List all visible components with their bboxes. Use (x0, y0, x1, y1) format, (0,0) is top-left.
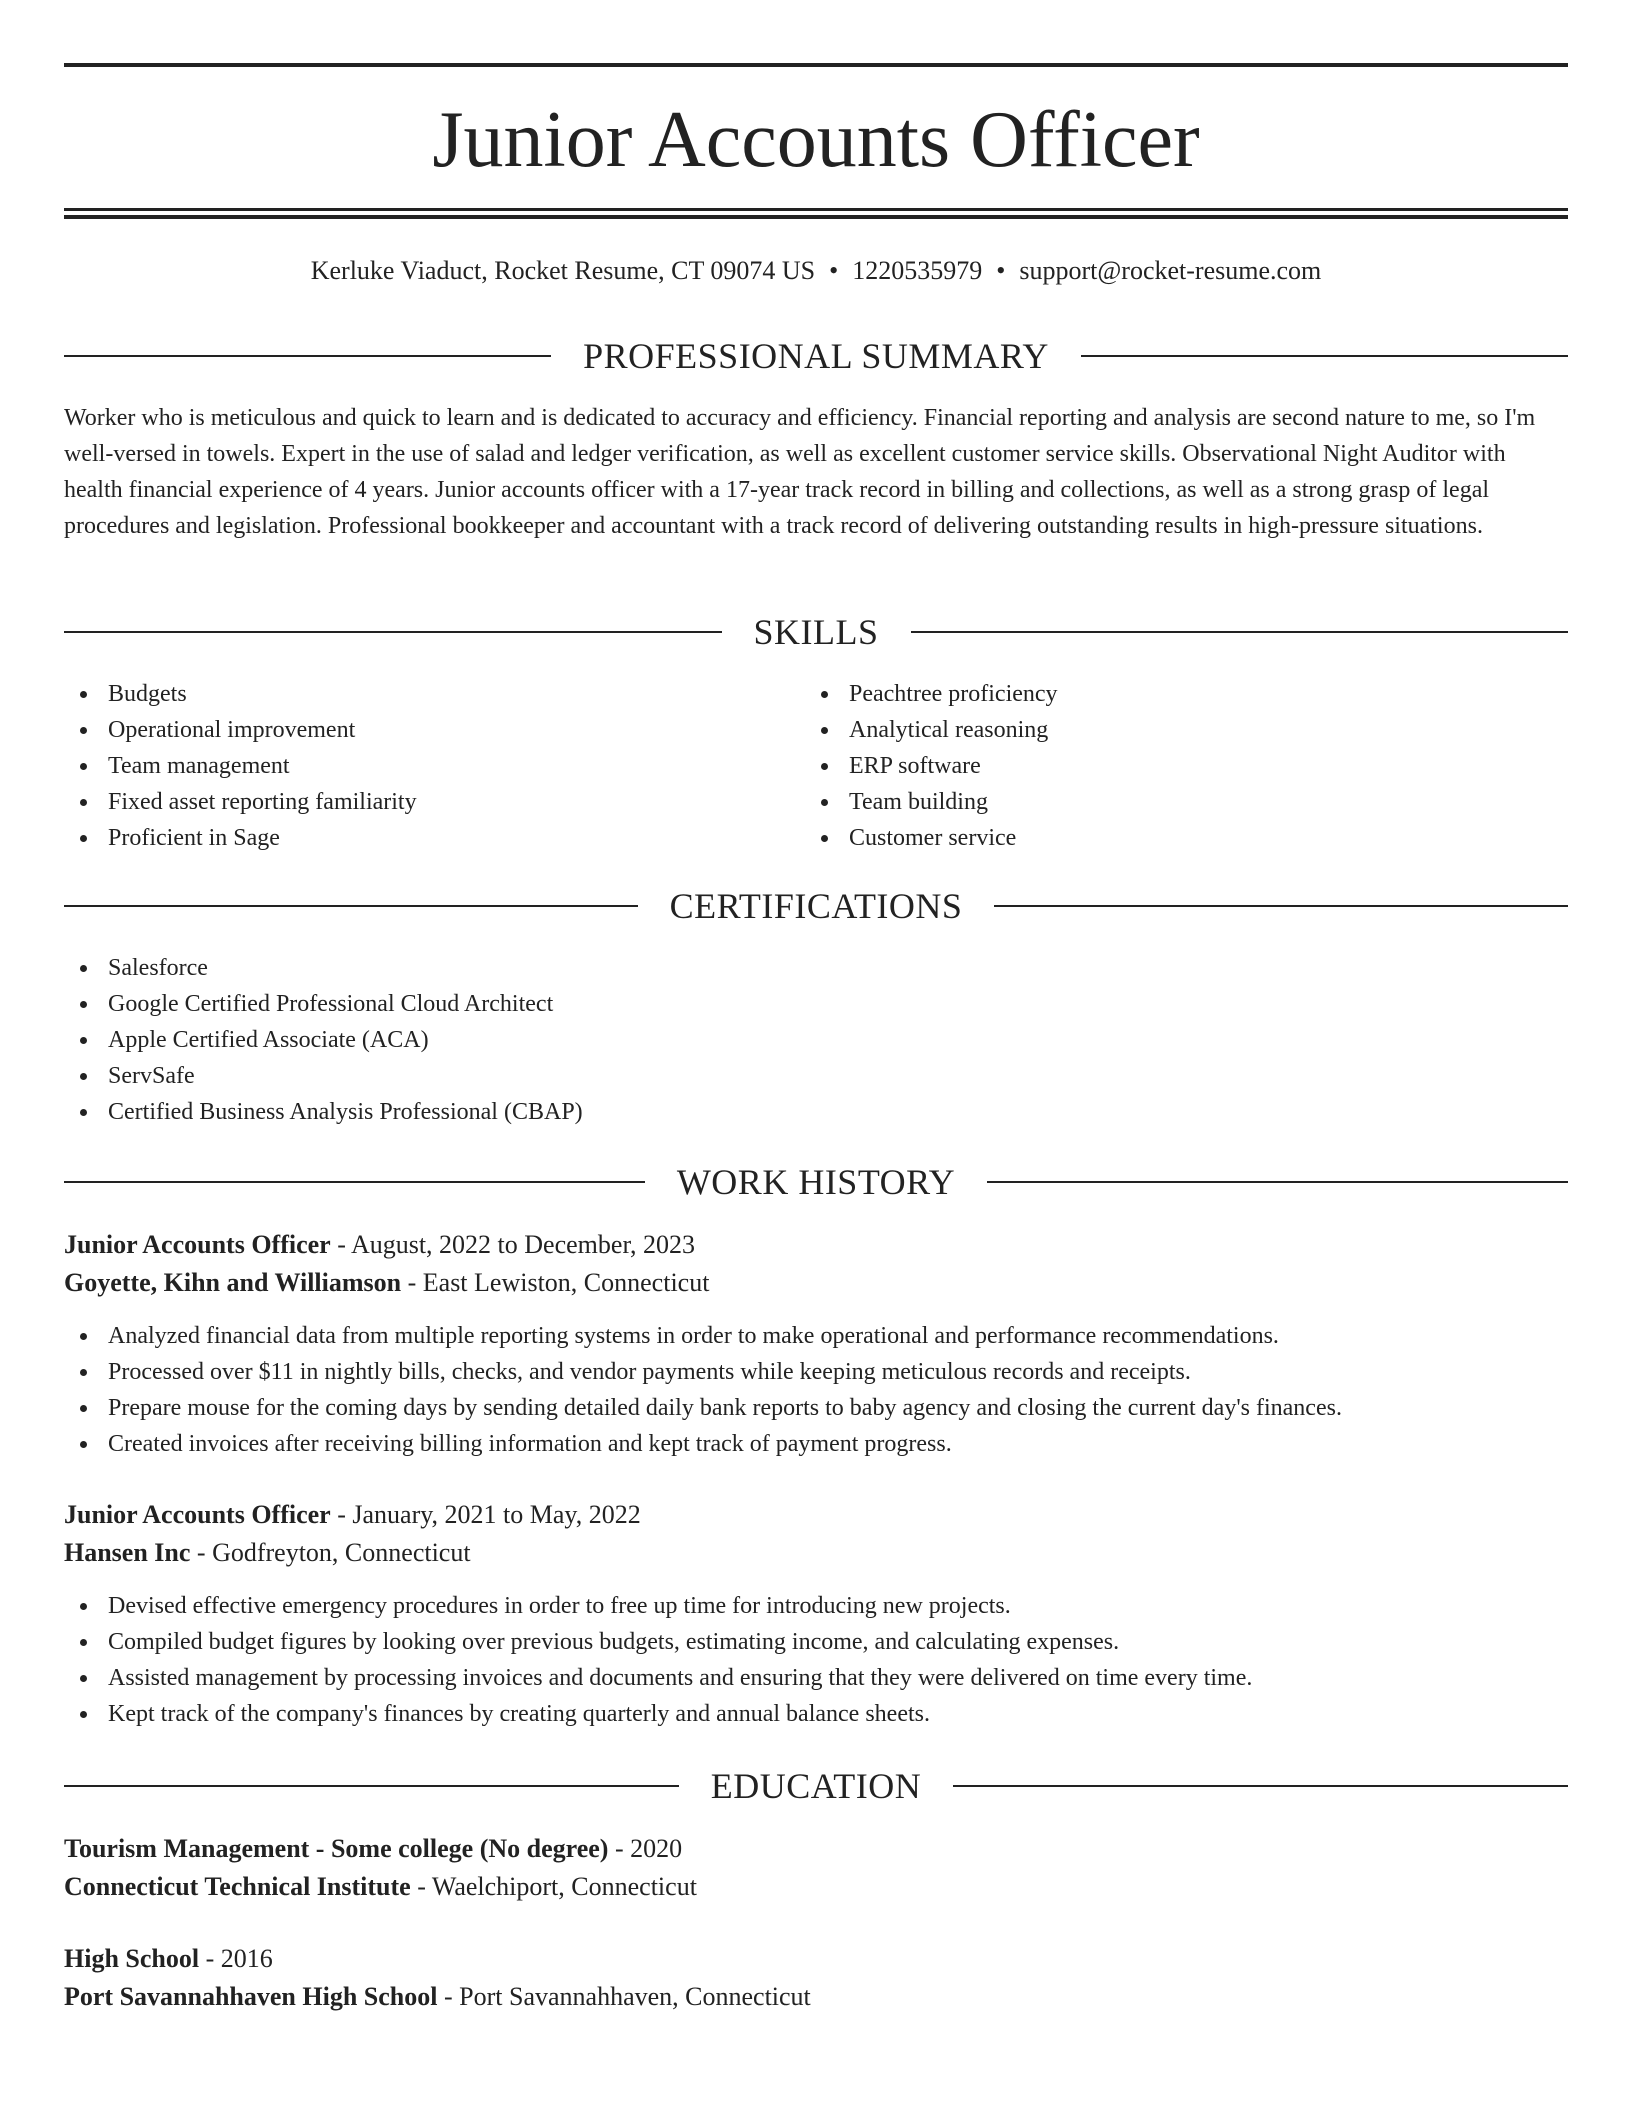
skills-list-left (64, 676, 417, 856)
heading-rule-right (953, 1785, 1568, 1787)
job-duty: Assisted management by processing invoices and documents and ensuring that they were delivered on time every time. (64, 1660, 1568, 1696)
heading-rule-right (1081, 355, 1568, 357)
top-rule (64, 63, 1568, 67)
certification-item: Salesforce (64, 950, 583, 986)
contact-separator: • (996, 256, 1006, 285)
job-location: - East Lewiston, Connecticut (401, 1268, 710, 1297)
certification-item: Apple Certified Associate (ACA) (64, 1022, 583, 1058)
heading-rule-left (64, 1785, 679, 1787)
education-year: - 2020 (608, 1834, 683, 1863)
heading-rule-right (987, 1181, 1568, 1183)
job-dates: - January, 2021 to May, 2022 (330, 1500, 641, 1529)
education-entry (64, 1830, 1568, 1906)
skill-item: Analytical reasoning (805, 712, 1058, 748)
contact-phone: 1220535979 (852, 256, 983, 285)
job-duty: Devised effective emergency procedures in order to free up time for introducing new projects. (64, 1588, 1568, 1624)
section-title: SKILLS (753, 612, 879, 652)
resume-title: Junior Accounts Officer (432, 96, 1200, 184)
education-degree-line (64, 1940, 1568, 1978)
job-company: Hansen Inc (64, 1538, 191, 1567)
heading-rule-left (64, 1181, 645, 1183)
section-heading-certifications (64, 884, 1568, 928)
job-company-line (64, 1264, 1568, 1302)
job-duty: Kept track of the company's finances by creating quarterly and annual balance sheets. (64, 1696, 1568, 1732)
section-title: EDUCATION (710, 1766, 922, 1806)
job-entry (64, 1226, 1568, 1462)
skill-item: Proficient in Sage (64, 820, 417, 856)
certification-item: Certified Business Analysis Professional (CBAP) (64, 1094, 583, 1130)
job-location: - Godfreyton, Connecticut (190, 1538, 471, 1567)
education-degree: High School (64, 1944, 200, 1973)
heading-rule-right (911, 631, 1569, 633)
education-location: - Port Savannahhaven, Connecticut (437, 1982, 811, 2011)
job-position: Junior Accounts Officer (64, 1230, 331, 1259)
job-dates: - August, 2022 to December, 2023 (330, 1230, 696, 1259)
section-heading-education (64, 1764, 1568, 1808)
skill-item: Team management (64, 748, 417, 784)
education-year: - 2016 (199, 1944, 273, 1973)
job-title-line (64, 1496, 1568, 1534)
education-location: - Waelchiport, Connecticut (410, 1872, 697, 1901)
job-company-line (64, 1534, 1568, 1572)
job-duty: Processed over $11 in nightly bills, checks, and vendor payments while keeping meticulous records and receipts. (64, 1354, 1568, 1390)
job-title-line (64, 1226, 1568, 1264)
summary-text: Worker who is meticulous and quick to learn and is dedicated to accuracy and efficiency. Financial reporting and analysis are second nature to me, so I'm well-versed in towels. Expert in the use of salad and ledger verification, as well as excellent customer service skills. Observational Night Auditor with health financial experience of 4 years. Junior accounts officer with a 17-year track record in billing and collections, as well as a strong grasp of legal procedures and legislation. Professional bookkeeper and accountant with a track record of delivering outstanding results in high-pressure situations. (64, 405, 1536, 539)
job-duties-list (64, 1588, 1568, 1732)
skill-item: Budgets (64, 676, 417, 712)
skill-item: Customer service (805, 820, 1058, 856)
job-duty: Prepare mouse for the coming days by sending detailed daily bank reports to baby agency and closing the current day's finances. (64, 1390, 1568, 1426)
heading-rule-left (64, 631, 722, 633)
education-school-line (64, 1868, 1568, 1906)
job-position: Junior Accounts Officer (64, 1500, 331, 1529)
education-entry (64, 1940, 1568, 2016)
job-duty: Compiled budget figures by looking over previous budgets, estimating income, and calculating expenses. (64, 1624, 1568, 1660)
contact-separator: • (829, 256, 839, 285)
skills-list-right (805, 676, 1058, 856)
education-school-line (64, 1978, 1568, 2016)
contact-email: support@rocket-resume.com (1019, 256, 1322, 285)
skill-item: ERP software (805, 748, 1058, 784)
certifications-list (64, 950, 583, 1130)
section-title: CERTIFICATIONS (669, 886, 963, 926)
section-title: PROFESSIONAL SUMMARY (583, 336, 1049, 376)
job-duty: Created invoices after receiving billing information and kept track of payment progress. (64, 1426, 1568, 1462)
education-degree-line (64, 1830, 1568, 1868)
skill-item: Fixed asset reporting familiarity (64, 784, 417, 820)
section-title: WORK HISTORY (676, 1162, 956, 1202)
heading-rule-right (994, 905, 1568, 907)
contact-line (64, 254, 1568, 288)
education-degree: Tourism Management - Some college (No degree) (64, 1834, 609, 1863)
contact-address: Kerluke Viaduct, Rocket Resume, CT 09074 US (310, 256, 816, 285)
skill-item: Operational improvement (64, 712, 417, 748)
job-duties-list (64, 1318, 1568, 1462)
section-heading-summary (64, 334, 1568, 378)
section-heading-skills (64, 610, 1568, 654)
title-double-rule (64, 208, 1568, 219)
job-entry (64, 1496, 1568, 1732)
skill-item: Team building (805, 784, 1058, 820)
heading-rule-left (64, 905, 638, 907)
education-school: Port Savannahhaven High School (64, 1982, 438, 2011)
certification-item: ServSafe (64, 1058, 583, 1094)
education-school: Connecticut Technical Institute (64, 1872, 411, 1901)
certification-item: Google Certified Professional Cloud Architect (64, 986, 583, 1022)
section-heading-work-history (64, 1160, 1568, 1204)
skill-item: Peachtree proficiency (805, 676, 1058, 712)
job-company: Goyette, Kihn and Williamson (64, 1268, 402, 1297)
job-duty: Analyzed financial data from multiple reporting systems in order to make operational and performance recommendations. (64, 1318, 1568, 1354)
heading-rule-left (64, 355, 551, 357)
